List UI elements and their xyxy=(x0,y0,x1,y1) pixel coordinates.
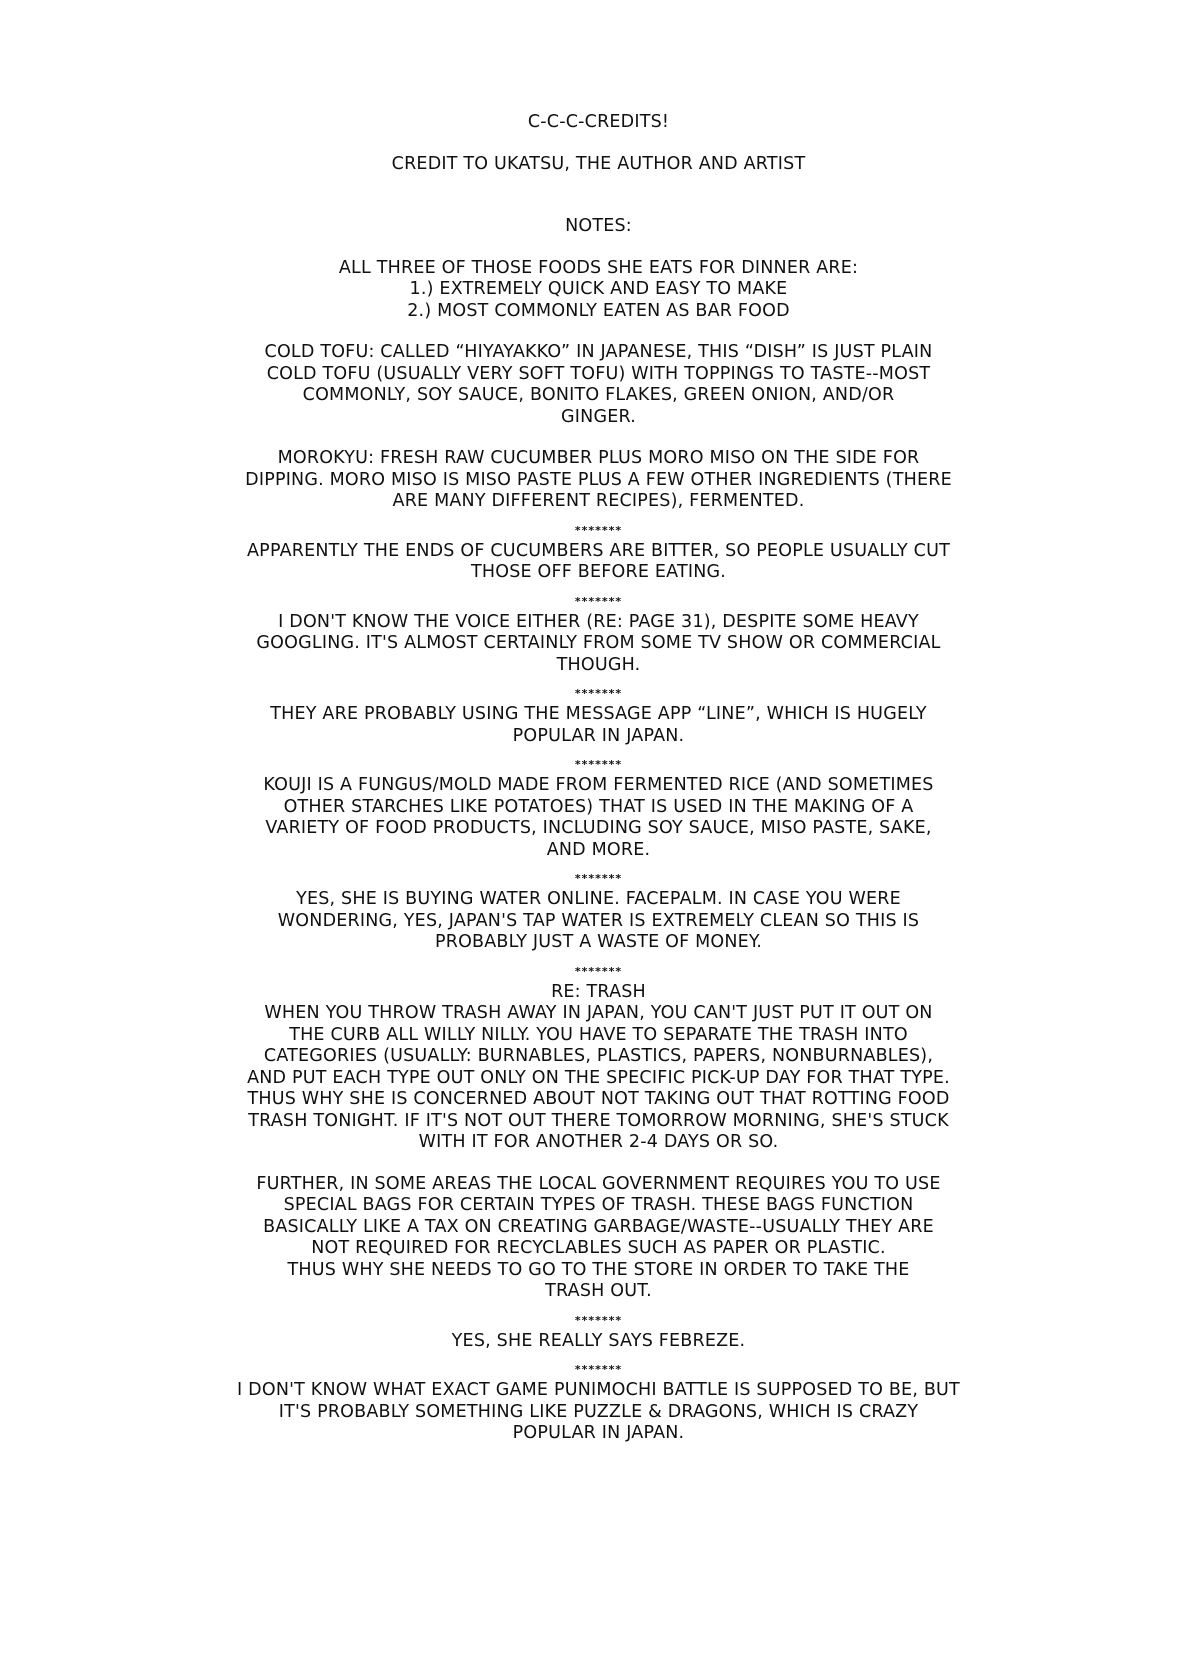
note-line: ALL THREE OF THOSE FOODS SHE EATS FOR DINNER ARE: xyxy=(338,257,859,278)
note-line: OTHER STARCHES LIKE POTATOES) THAT IS USED IN THE MAKING OF A xyxy=(283,796,914,817)
note-line: THE CURB ALL WILLY NILLY. YOU HAVE TO SEPARATE THE TRASH INTO xyxy=(289,1024,908,1045)
note-line: THEY ARE PROBABLY USING THE MESSAGE APP “LINE”, WHICH IS HUGELY xyxy=(270,704,927,724)
page-title: C-C-C-CREDITS! xyxy=(527,112,670,132)
note-paragraph-cold-tofu xyxy=(230,342,967,428)
note-line: VARIETY OF FOOD PRODUCTS, INCLUDING SOY SAUCE, MISO PASTE, SAKE, xyxy=(265,818,932,838)
note-line: TRASH OUT. xyxy=(545,1281,652,1301)
separator: ******* xyxy=(574,594,623,608)
note-line: WHEN YOU THROW TRASH AWAY IN JAPAN, YOU CAN'T JUST PUT IT OUT ON xyxy=(264,1003,933,1023)
note-line: TRASH TONIGHT. IF IT'S NOT OUT THERE TOMORROW MORNING, SHE'S STUCK xyxy=(248,1110,949,1131)
note-line: I DON'T KNOW WHAT EXACT GAME PUNIMOCHI BATTLE IS SUPPOSED TO BE, BUT xyxy=(237,1380,960,1400)
note-line: AND MORE. xyxy=(546,839,651,860)
separator: ******* xyxy=(574,687,623,700)
separator: ******* xyxy=(574,523,623,537)
note-line: APPARENTLY THE ENDS OF CUCUMBERS ARE BITTER, SO PEOPLE USUALLY CUT xyxy=(247,540,950,561)
note-line: COMMONLY, SOY SAUCE, BONITO FLAKES, GREEN ONION, AND/OR xyxy=(302,385,895,405)
note-paragraph-morokyu xyxy=(230,448,967,513)
note-line: THUS WHY SHE NEEDS TO GO TO THE STORE IN ORDER TO TAKE THE xyxy=(287,1259,910,1280)
separator: ******* xyxy=(574,872,623,885)
note-paragraph-punimochi xyxy=(230,1380,967,1445)
note-line: FURTHER, IN SOME AREAS THE LOCAL GOVERNMENT REQUIRES YOU TO USE xyxy=(256,1173,941,1194)
note-paragraph-foods xyxy=(230,258,967,323)
separator: ******* xyxy=(574,1313,623,1327)
note-paragraph-voice xyxy=(230,612,967,677)
note-line: DIPPING. MORO MISO IS MISO PASTE PLUS A FEW OTHER INGREDIENTS (THERE xyxy=(245,469,952,490)
note-line: POPULAR IN JAPAN. xyxy=(512,1423,685,1443)
note-paragraph-trash xyxy=(230,982,967,1154)
note-line: YES, SHE REALLY SAYS FEBREZE. xyxy=(451,1330,746,1351)
note-line: AND PUT EACH TYPE OUT ONLY ON THE SPECIFIC PICK-UP DAY FOR THAT TYPE. xyxy=(247,1067,950,1088)
note-line: 1.) EXTREMELY QUICK AND EASY TO MAKE xyxy=(409,279,788,299)
note-subheading: RE: TRASH xyxy=(551,981,646,1002)
note-line: THOSE OFF BEFORE EATING. xyxy=(470,562,727,582)
note-line: PROBABLY JUST A WASTE OF MONEY. xyxy=(434,932,763,952)
separator: ******* xyxy=(574,1363,623,1376)
note-line: WITH IT FOR ANOTHER 2-4 DAYS OR SO. xyxy=(418,1132,779,1152)
credits-notes-text xyxy=(230,112,967,1445)
note-line: GOOGLING. IT'S ALMOST CERTAINLY FROM SOME TV SHOW OR COMMERCIAL xyxy=(256,633,941,653)
note-line: KOUJI IS A FUNGUS/MOLD MADE FROM FERMENTED RICE (AND SOMETIMES xyxy=(263,775,934,795)
separator: ******* xyxy=(574,758,623,771)
note-line: THUS WHY SHE IS CONCERNED ABOUT NOT TAKING OUT THAT ROTTING FOOD xyxy=(247,1089,950,1109)
note-paragraph-kouji xyxy=(230,775,967,861)
note-line: WONDERING, YES, JAPAN'S TAP WATER IS EXTREMELY CLEAN SO THIS IS xyxy=(277,910,920,931)
note-line: THOUGH. xyxy=(556,654,641,675)
notes-heading: NOTES: xyxy=(565,216,632,236)
note-line: SPECIAL BAGS FOR CERTAIN TYPES OF TRASH. THESE BAGS FUNCTION xyxy=(283,1195,914,1215)
note-paragraph-febreze xyxy=(230,1331,967,1353)
note-paragraph-cucumbers xyxy=(230,541,967,584)
note-line: MOROKYU: FRESH RAW CUCUMBER PLUS MORO MISO ON THE SIDE FOR xyxy=(277,448,920,468)
note-line: GINGER. xyxy=(561,406,636,427)
note-line: COLD TOFU: CALLED “HIYAYAKKO” IN JAPANESE, THIS “DISH” IS JUST PLAIN xyxy=(264,342,933,362)
note-line: BASICALLY LIKE A TAX ON CREATING GARBAGE/WASTE--USUALLY THEY ARE xyxy=(263,1216,934,1237)
separator: ******* xyxy=(574,964,623,978)
note-line: YES, SHE IS BUYING WATER ONLINE. FACEPALM. IN CASE YOU WERE xyxy=(296,889,901,909)
note-paragraph-trash-bags xyxy=(230,1174,967,1303)
note-line: 2.) MOST COMMONLY EATEN AS BAR FOOD xyxy=(407,300,790,321)
credit-line: CREDIT TO UKATSU, THE AUTHOR AND ARTIST xyxy=(391,153,806,174)
note-paragraph-line-app xyxy=(230,704,967,747)
note-line: NOT REQUIRED FOR RECYCLABLES SUCH AS PAPER OR PLASTIC. xyxy=(311,1238,886,1258)
note-line: COLD TOFU (USUALLY VERY SOFT TOFU) WITH TOPPINGS TO TASTE--MOST xyxy=(266,363,931,384)
note-line: POPULAR IN JAPAN. xyxy=(512,725,685,746)
note-line: I DON'T KNOW THE VOICE EITHER (RE: PAGE 31), DESPITE SOME HEAVY xyxy=(278,611,919,632)
note-line: ARE MANY DIFFERENT RECIPES), FERMENTED. xyxy=(392,491,805,511)
note-line: CATEGORIES (USUALLY: BURNABLES, PLASTICS, PAPERS, NONBURNABLES), xyxy=(263,1046,934,1066)
note-paragraph-water xyxy=(230,889,967,954)
note-line: IT'S PROBABLY SOMETHING LIKE PUZZLE & DRAGONS, WHICH IS CRAZY xyxy=(278,1401,919,1422)
